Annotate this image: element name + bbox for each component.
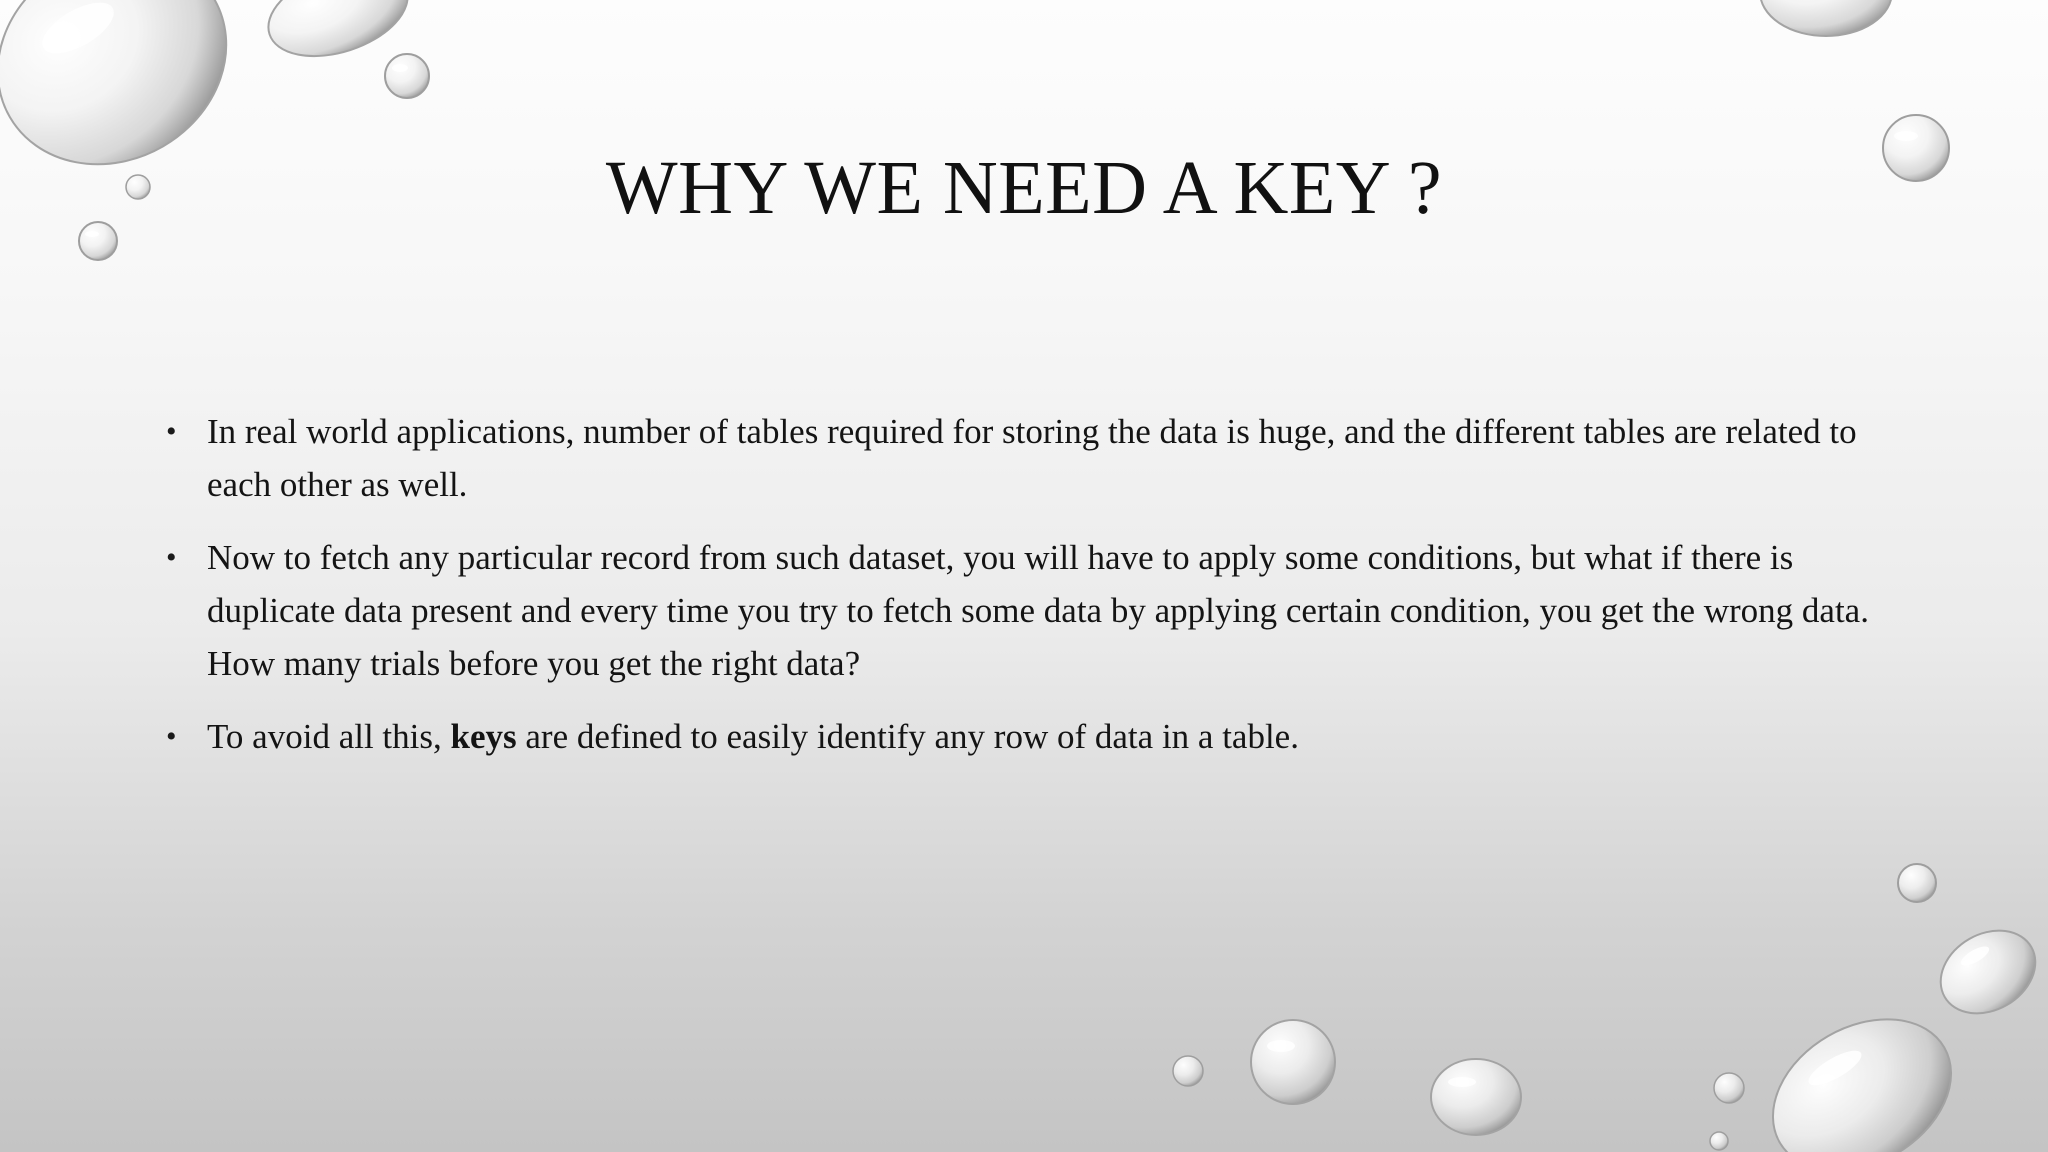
bullet-text-before: To avoid all this, <box>207 717 451 756</box>
droplet <box>1173 1056 1203 1086</box>
droplet <box>1710 1132 1728 1150</box>
droplet <box>1251 1020 1335 1104</box>
bullet-marker: • <box>166 720 177 753</box>
bullet-marker: • <box>166 541 177 574</box>
bullet-text: Now to fetch any particular record from such dataset, you will have to apply some conditions, but what if there is duplicate data present and every time you try to fetch some data by applying certain condition, you get the wrong data. How many trials before you get the right data? <box>207 538 1869 683</box>
droplet <box>1898 864 1936 902</box>
droplet <box>1746 989 1979 1152</box>
bullet-list <box>160 405 1900 783</box>
bullet-item <box>160 531 1900 690</box>
droplet <box>1714 1073 1744 1103</box>
bullet-bold-keyword: keys <box>450 717 517 756</box>
droplet <box>385 54 429 98</box>
bullet-text-after: are defined to easily identify any row of data in a table. <box>516 717 1299 756</box>
droplet <box>79 222 117 260</box>
bullet-item <box>160 710 1900 763</box>
droplet <box>1760 0 1892 36</box>
bullet-item <box>160 405 1900 511</box>
slide-title: WHY WE NEED A KEY ? <box>605 146 1443 230</box>
droplet <box>1431 1059 1521 1135</box>
bullet-marker: • <box>166 415 177 448</box>
bullet-text: In real world applications, number of tables required for storing the data is huge, and the different tables are related to each other as well. <box>207 412 1857 504</box>
droplet <box>1926 914 2048 1030</box>
